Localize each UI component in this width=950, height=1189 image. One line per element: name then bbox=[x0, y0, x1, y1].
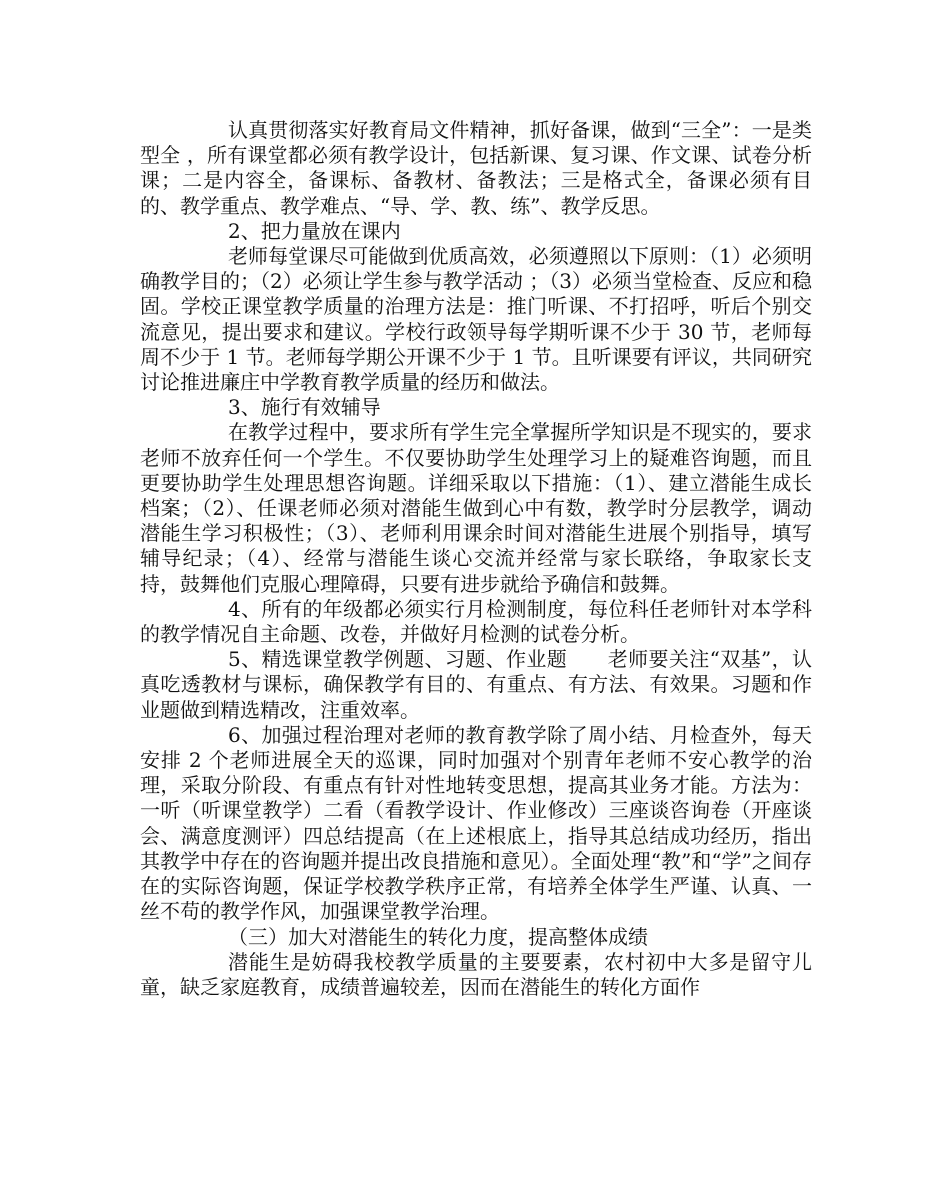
paragraph-tutoring-measures: 在教学过程中，要求所有学生完全掌握所学知识是不现实的，要求老师不放弃任何一个学生。不仅要协助学生处理学习上的疑难咨询题，而且更要协助学生处理思想咨询题。详细采取以下措施：（1）、建立潜能生成长档案；（2）、任课老师必须对潜能生做到心中有数，教学时分层教学，调动潜能生学习积极性；（3）、老师利用课余时间对潜能生进展个别指导，填写辅导纪录；（4）、经常与潜能生谈心交流并经常与家长联络，争取家长支持，鼓舞他们克服心理障碍，只要有进步就给予确信和鼓舞。 bbox=[140, 420, 812, 596]
paragraph-monthly-testing: 4、所有的年级都必须实行月检测制度，每位科任老师针对本学科的教学情况自主命题、改卷，并做好月检测的试卷分析。 bbox=[140, 596, 812, 647]
paragraph-selected-exercises: 5、精选课堂教学例题、习题、作业题 老师要关注“双基”，认真吃透教材与课标，确保教学有目的、有重点、有方法、有效果。习题和作业题做到精选精改，注重效率。 bbox=[140, 647, 812, 722]
heading-potential-students: （三）加大对潜能生的转化力度，提高整体成绩 bbox=[228, 924, 648, 949]
paragraph-class-principles: 老师每堂课尽可能做到优质高效，必须遵照以下原则：（1）必须明确教学目的；（2）必须让学生参与教学活动 ；（3）必须当堂检查、反应和稳固。学校正课堂教学质量的治理方法是：推门听课、不打招呼，听后个别交流意见，提出要求和建议。学校行政领导每学期听课不少于 30 节，老师每周不少于 1 节。老师每学期公开课不少于 1 节。且听课要有评议，共同研究讨论推进廉庄中学教育教学质量的经历和做法。 bbox=[140, 244, 812, 395]
paragraph-potential-students: 潜能生是妨碍我校教学质量的主要要素，农村初中大多是留守儿童，缺乏家庭教育，成绩普遍较差，因而在潜能生的转化方面作 bbox=[140, 949, 812, 999]
paragraph-lesson-prep: 认真贯彻落实好教育局文件精神，抓好备课，做到“三全”：一是类型全 ，所有课堂都必须有教学设计，包括新课、复习课、作文课、试卷分析课；二是内容全，备课标、备教材、备教法；三是格式全，备课必须有目的、教学重点、教学难点、“导、学、教、练”、教学反思。 bbox=[140, 118, 812, 218]
paragraph-process-management: 6、加强过程治理对老师的教育教学除了周小结、月检查外，每天安排 2 个老师进展全天的巡课，同时加强对个别青年老师不安心教学的治理，采取分阶段、有重点有针对性地转变思想，提高其业务才能。方法为：一听（听课堂教学）二看（看教学设计、作业修改）三座谈咨询卷（开座谈会、满意度测评）四总结提高（在上述根底上，指导其总结成功经历，指出其教学中存在的咨询题并提出改良措施和意见）。全面处理“教”和“学”之间存在的实际咨询题，保证学校教学秩序正常，有培养全体学生严谨、认真、一丝不苟的教学作风，加强课堂教学治理。 bbox=[140, 722, 812, 924]
heading-in-class-effort: 2、把力量放在课内 bbox=[228, 218, 401, 243]
document-body bbox=[140, 118, 812, 1000]
heading-effective-tutoring: 3、施行有效辅导 bbox=[228, 395, 381, 420]
